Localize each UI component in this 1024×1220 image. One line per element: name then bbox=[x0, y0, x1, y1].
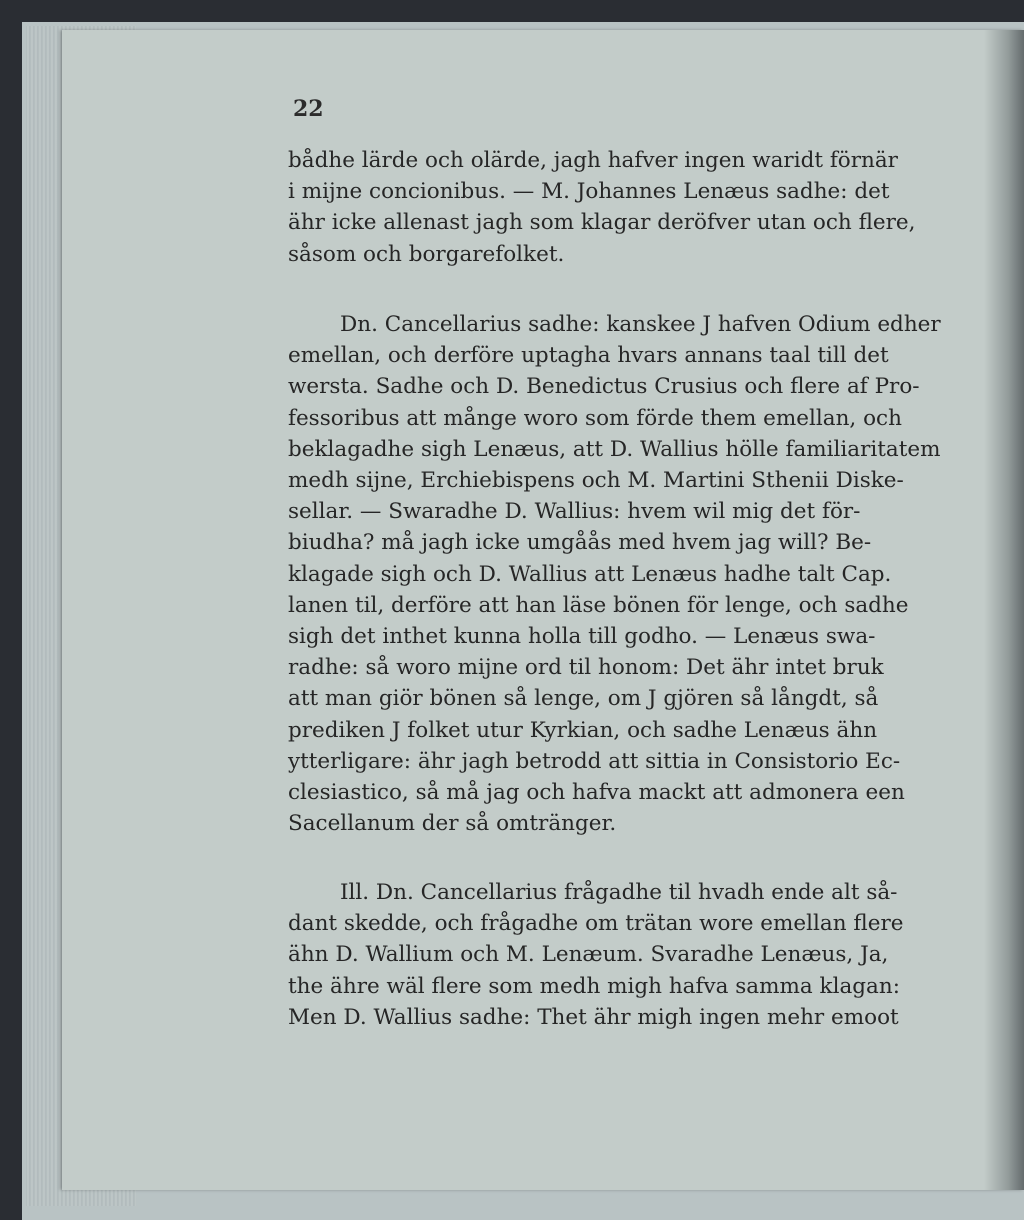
text-line: sellar. — Swaradhe D. Wallius: hvem wil mig det för- bbox=[288, 499, 861, 525]
text-line: prediken J folket utur Kyrkian, och sadhe Lenæus ähn bbox=[288, 717, 878, 743]
text-line: Sacellanum der så omtränger. bbox=[288, 811, 617, 837]
text-line: Ill. Dn. Cancellarius frågadhe til hvadh ende alt så- bbox=[340, 880, 898, 905]
paragraph-2 bbox=[288, 309, 942, 839]
text-line: ähn D. Wallium och M. Lenæum. Svaradhe Lenæus, Ja, bbox=[288, 942, 889, 968]
text-line: lanen til, derföre att han läse bönen för lenge, och sadhe bbox=[288, 592, 909, 618]
paragraph-3 bbox=[288, 877, 942, 1033]
page-gutter-shadow bbox=[984, 30, 1024, 1190]
text-line: emellan, och derföre uptagha hvars annans taal till det bbox=[288, 343, 889, 369]
text-line: ähr icke allenast jagh som klagar deröfver utan och flere, bbox=[288, 210, 916, 236]
text-line: fessoribus att månge woro som förde them emellan, och bbox=[288, 405, 902, 431]
text-line: klagade sigh och D. Wallius att Lenæus hadhe talt Cap. bbox=[288, 561, 892, 587]
text-line: clesiastico, så må jag och hafva mackt att admonera een bbox=[288, 780, 905, 806]
text-line: Dn. Cancellarius sadhe: kanskee J hafven Odium edher bbox=[340, 312, 941, 337]
text-line: biudha? må jagh icke umgåås med hvem jag will? Be- bbox=[288, 530, 872, 556]
text-line: the ähre wäl flere som medh migh hafva samma klagan: bbox=[288, 973, 900, 999]
text-line: beklagadhe sigh Lenæus, att D. Wallius hölle familiaritatem bbox=[288, 436, 941, 462]
text-line: att man giör bönen så lenge, om J gjören så långdt, så bbox=[288, 686, 879, 712]
text-line: medh sijne, Erchiebispens och M. Martini Sthenii Diske- bbox=[288, 468, 904, 494]
text-line: såsom och borgarefolket. bbox=[288, 241, 565, 267]
text-line: bådhe lärde och olärde, jagh hafver ingen waridt förnär bbox=[288, 148, 898, 173]
text-line: radhe: så woro mijne ord til honom: Det ähr intet bruk bbox=[288, 655, 884, 681]
text-line: Men D. Wallius sadhe: Thet ähr migh ingen mehr emoot bbox=[288, 1004, 899, 1030]
paragraph-1 bbox=[288, 145, 942, 270]
text-line: dant skedde, och frågadhe om trätan wore emellan flere bbox=[288, 911, 904, 937]
page-number: 22 bbox=[293, 96, 324, 122]
text-line: wersta. Sadhe och D. Benedictus Crusius och flere af Pro- bbox=[288, 374, 920, 400]
text-line: sigh det inthet kunna holla till godho. — Lenæus swa- bbox=[288, 624, 876, 650]
text-line: i mijne concionibus. — M. Johannes Lenæus sadhe: det bbox=[288, 179, 890, 205]
text-line: ytterligare: ähr jagh betrodd att sittia in Consistorio Ec- bbox=[288, 748, 901, 774]
